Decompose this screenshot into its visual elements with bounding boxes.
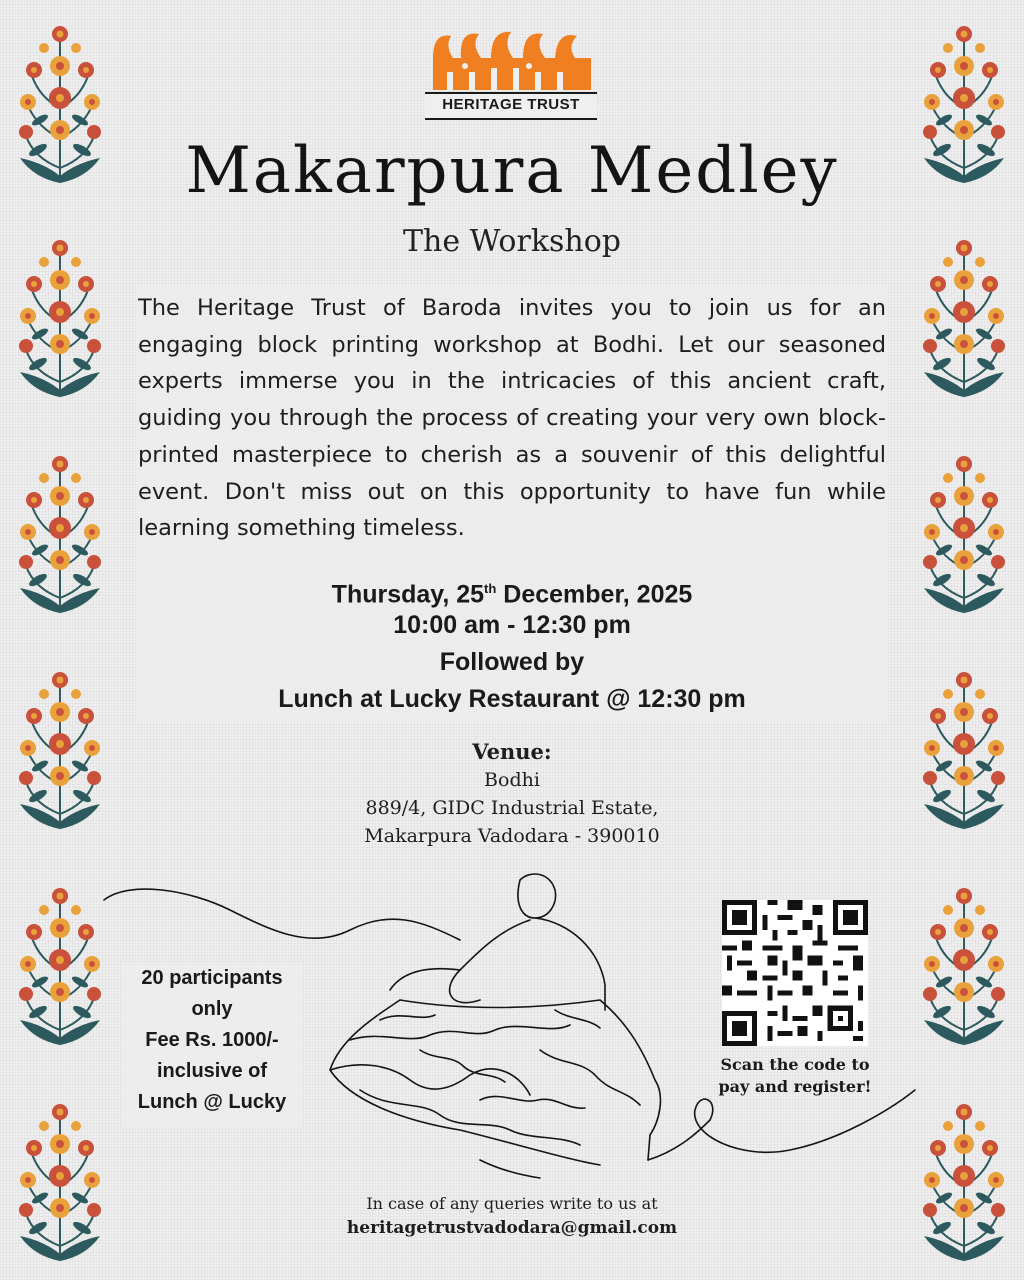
event-time: 10:00 am - 12:30 pm <box>393 611 631 639</box>
fee-box <box>122 962 302 1128</box>
fee-line: only <box>191 998 233 1020</box>
contact-block <box>0 1192 1024 1240</box>
logo-text: HERITAGE TRUST <box>425 92 597 120</box>
qr-caption: Scan the code to pay and register! <box>718 1055 872 1096</box>
lunch-info: Lunch at Lucky Restaurant @ 12:30 pm <box>278 685 746 713</box>
floral-motif-icon <box>918 1096 1010 1266</box>
page-title: Makarpura Medley <box>185 134 839 208</box>
fee-line: Lunch @ Lucky <box>137 1091 287 1113</box>
fee-line: inclusive of <box>156 1060 268 1082</box>
fee-line: 20 participants <box>141 967 283 989</box>
venue-block <box>0 738 1024 850</box>
floral-motif-icon <box>14 880 106 1050</box>
venue-heading: Venue: <box>472 739 552 764</box>
intro-paragraph: The Heritage Trust of Baroda invites you to join us for an engaging block printing workshop at Bodhi. Let our seasoned experts immerse you in the intricacies of this ancient craft, guiding you through the process of creating your very own block-printed masterpiece to cherish as a souvenir of this delightful event. Don't miss out on this opportunity to have fun while learning something timeless. <box>138 295 886 542</box>
page-subtitle: The Workshop <box>403 224 621 259</box>
contact-email[interactable]: heritagetrustvadodara@gmail.com <box>346 1218 678 1238</box>
schedule-block <box>136 570 888 718</box>
followed-by: Followed by <box>439 648 585 676</box>
fee-line: Fee Rs. 1000/- <box>145 1029 279 1051</box>
floral-motif-icon <box>918 448 1010 618</box>
venue-address-line1: 889/4, GIDC Industrial Estate, <box>365 797 659 819</box>
venue-name: Bodhi <box>484 769 540 791</box>
floral-motif-icon <box>918 880 1010 1050</box>
event-date: Thursday, 25th December, 2025 <box>331 580 693 609</box>
venue-address-line2: Makarpura Vadodara - 390010 <box>364 825 660 847</box>
floral-motif-icon <box>14 1096 106 1266</box>
floral-motif-icon <box>14 448 106 618</box>
qr-code[interactable] <box>722 900 868 1046</box>
contact-line: In case of any queries write to us at <box>366 1194 658 1213</box>
